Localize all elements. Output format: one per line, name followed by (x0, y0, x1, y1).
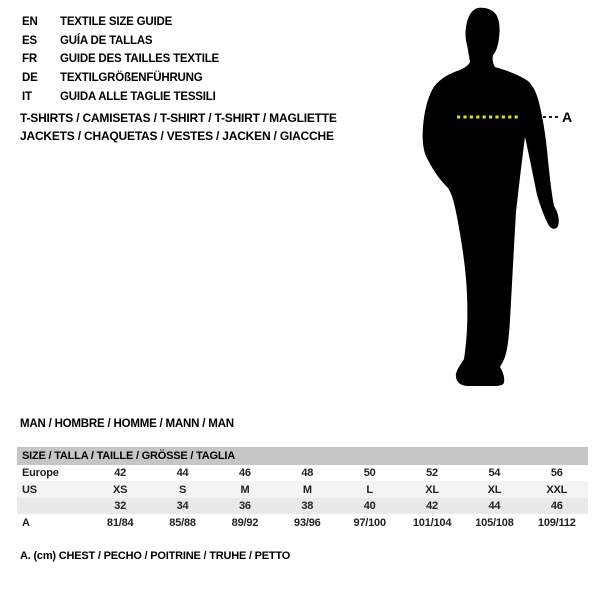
footnote-chest: A. (cm) CHEST / PECHO / POITRINE / TRUHE / PETTO (20, 550, 291, 562)
table-cell: 52 (426, 467, 438, 479)
table-cell: 42 (114, 467, 127, 479)
category-list (20, 110, 337, 145)
table-cell: S (178, 483, 187, 496)
table-cell: 34 (176, 500, 189, 512)
row-label: A (22, 517, 30, 529)
table-cell: 101/104 (412, 517, 452, 529)
table-cell: XL (425, 483, 439, 496)
table-cell: 42 (426, 500, 438, 512)
man-figure (410, 0, 600, 400)
language-code: IT (22, 90, 32, 103)
table-cell: 56 (550, 467, 563, 479)
table-cell: 46 (550, 500, 563, 512)
size-table (17, 447, 588, 532)
category-tshirts: T-SHIRTS / CAMISETAS / T-SHIRT / T-SHIRT / MAGLIETTE (20, 111, 337, 125)
man-silhouette (423, 8, 559, 386)
row-label: Europe (22, 467, 59, 479)
language-label: GUIDA ALLE TAGLIE TESSILI (60, 90, 216, 103)
table-cell: 105/108 (475, 517, 514, 529)
table-cell: 44 (488, 500, 501, 512)
language-row-en (22, 13, 219, 32)
table-cell: 54 (488, 467, 501, 479)
language-row-es (22, 32, 219, 51)
table-cell: 40 (363, 500, 376, 512)
table-cell: 109/112 (537, 517, 576, 529)
table-cell: 32 (114, 500, 127, 512)
measure-label-a: A (562, 109, 573, 125)
table-cell: 85/88 (169, 517, 196, 529)
table-cell: 81/84 (106, 517, 134, 529)
man-silhouette-svg (410, 0, 600, 400)
table-cell: XXL (546, 483, 568, 496)
language-list (22, 13, 219, 106)
table-cell: L (366, 483, 373, 496)
section-title-man: MAN / HOMBRE / HOMME / MANN / MAN (20, 418, 234, 430)
language-label: GUIDE DES TAILLES TEXTILE (60, 53, 219, 66)
table-cell: 38 (301, 500, 314, 512)
language-code: FR (22, 53, 37, 66)
language-label: GUÍA DE TALLAS (60, 34, 153, 47)
table-row-us-numeric (17, 498, 588, 514)
size-table-header: SIZE / TALLA / TAILLE / GRÖSSE / TAGLIA (17, 447, 588, 465)
table-cell: M (302, 483, 312, 496)
table-cell: 50 (363, 467, 376, 479)
language-label: TEXTILGRÖßENFÜHRUNG (60, 72, 203, 85)
table-row-chest-a (17, 514, 588, 532)
table-cell: 48 (301, 467, 314, 479)
table-cell: XL (487, 483, 502, 496)
table-cell: XS (113, 483, 128, 496)
language-label: TEXTILE SIZE GUIDE (60, 16, 173, 29)
language-row-it (22, 87, 219, 106)
language-row-de (22, 69, 219, 88)
row-label: US (22, 483, 37, 496)
language-row-fr (22, 50, 219, 69)
language-code: EN (22, 16, 38, 29)
table-cell: 36 (239, 500, 251, 512)
table-cell: 93/96 (294, 517, 321, 529)
language-code: DE (22, 72, 38, 85)
language-code: ES (22, 34, 37, 47)
table-cell: 89/92 (231, 517, 259, 529)
table-row-us (17, 481, 588, 498)
table-row-europe (17, 465, 588, 481)
category-jackets: JACKETS / CHAQUETAS / VESTES / JACKEN / GIACCHE (20, 128, 334, 143)
table-cell: 97/100 (353, 517, 386, 529)
table-cell: 44 (176, 467, 189, 479)
table-cell: M (240, 483, 250, 496)
table-cell: 46 (239, 467, 251, 479)
